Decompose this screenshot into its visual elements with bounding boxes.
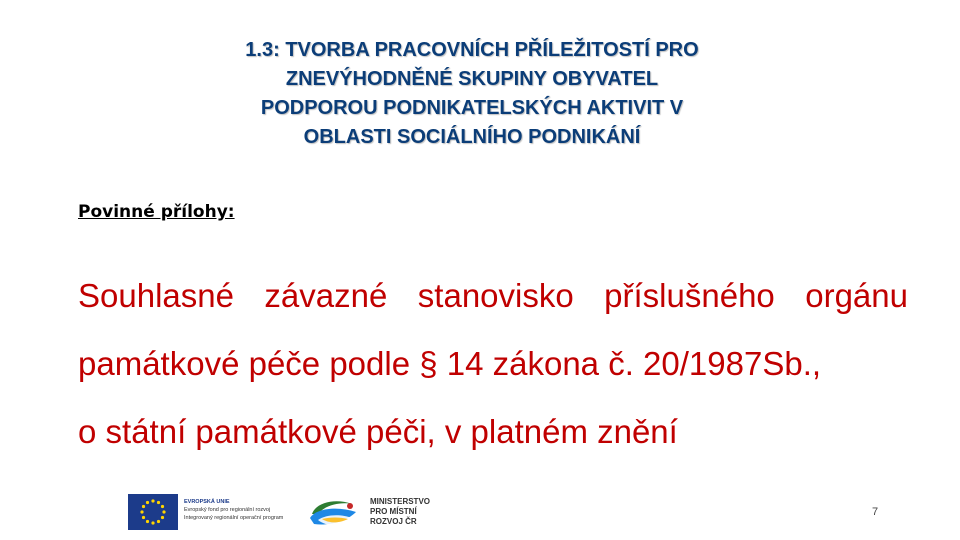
subheading: Povinné přílohy: xyxy=(78,202,235,222)
eu-flag-icon xyxy=(128,494,178,530)
body-line: Souhlasné závazné stanovisko příslušného orgánu xyxy=(78,277,908,314)
mmr-logo-line: PRO MÍSTNÍ xyxy=(370,507,417,516)
mmr-logo-line: MINISTERSTVO xyxy=(370,497,431,506)
eu-logo-line: Evropský fond pro regionální rozvoj xyxy=(184,507,271,513)
title-line: PODPOROU PODNIKATELSKÝCH AKTIVIT V xyxy=(260,97,684,119)
title-line: OBLASTI SOCIÁLNÍHO PODNIKÁNÍ xyxy=(303,126,641,148)
eu-logo-line: Integrovaný regionální operační program xyxy=(184,515,284,521)
body-line: o státní památkové péči, v platném znění xyxy=(78,413,678,450)
mmr-logo-icon xyxy=(306,492,362,532)
eu-logo-line: EVROPSKÁ UNIE xyxy=(184,499,230,505)
title-line: ZNEVÝHODNĚNÉ SKUPINY OBYVATEL xyxy=(285,68,659,90)
footer-logos xyxy=(0,490,960,540)
mmr-logo-line: ROZVOJ ČR xyxy=(370,517,417,526)
mmr-logo-text xyxy=(370,497,430,527)
title-line: 1.3: TVORBA PRACOVNÍCH PŘÍLEŽITOSTÍ PRO xyxy=(245,39,699,61)
eu-logo-text xyxy=(184,498,283,522)
slide-title xyxy=(150,36,794,152)
body-line: památkové péče podle § 14 zákona č. 20/1987Sb., xyxy=(78,345,822,382)
body-text xyxy=(78,262,908,466)
page-number: 7 xyxy=(872,506,879,518)
